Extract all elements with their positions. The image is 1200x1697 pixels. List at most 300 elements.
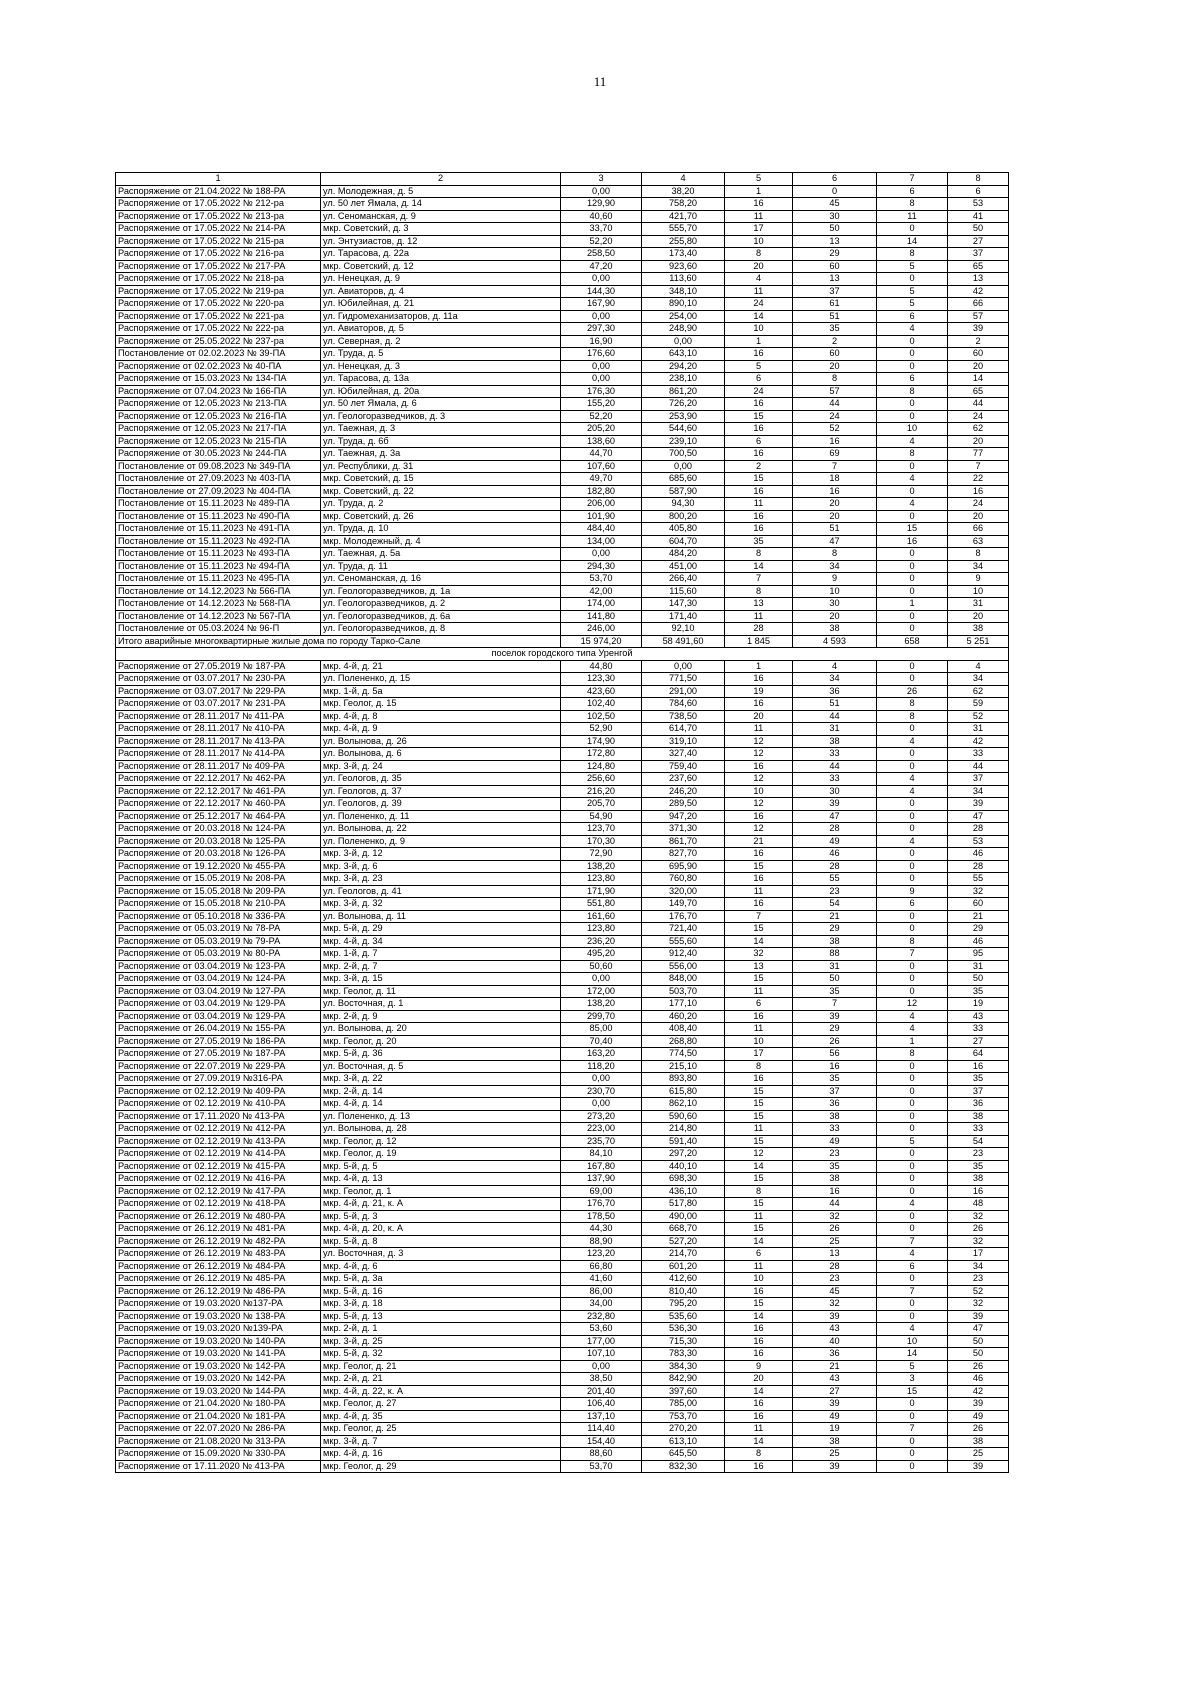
table-row: [116, 460, 1009, 473]
document-cell: Распоряжение от 02.02.2023 № 40-ПА: [116, 360, 321, 373]
value-cell: 33: [793, 773, 877, 786]
table-row: [116, 1160, 1009, 1173]
document-cell: Распоряжение от 17.11.2020 № 413-РА: [116, 1110, 321, 1123]
value-cell: 20: [793, 360, 877, 373]
document-cell: Постановление от 15.11.2023 № 493-ПА: [116, 548, 321, 561]
value-cell: 69: [793, 448, 877, 461]
document-cell: Постановление от 27.09.2023 № 403-ПА: [116, 473, 321, 486]
table-row: [116, 1360, 1009, 1373]
value-cell: 134,00: [561, 535, 642, 548]
address-cell: мкр. 5-й, д. 36: [321, 1048, 561, 1061]
value-cell: 176,60: [561, 348, 642, 361]
address-cell: мкр. 5-й, д. 32: [321, 1348, 561, 1361]
address-cell: ул. Таежная, д. 3а: [321, 448, 561, 461]
address-cell: мкр. Геолог, д. 11: [321, 985, 561, 998]
table-row: [116, 1285, 1009, 1298]
address-cell: ул. Волынова, д. 26: [321, 735, 561, 748]
value-cell: 14: [725, 310, 793, 323]
value-cell: 16: [725, 673, 793, 686]
value-cell: 291,00: [642, 685, 725, 698]
table-row: [116, 660, 1009, 673]
value-cell: 214,80: [642, 1123, 725, 1136]
value-cell: 698,30: [642, 1173, 725, 1186]
table-row: [116, 335, 1009, 348]
value-cell: 14: [877, 235, 948, 248]
document-cell: Постановление от 05.03.2024 № 96-П: [116, 623, 321, 636]
value-cell: 5: [877, 285, 948, 298]
table-row: [116, 210, 1009, 223]
address-cell: ул. Тарасова, д. 22а: [321, 248, 561, 261]
address-cell: мкр. Советский, д. 12: [321, 260, 561, 273]
table-row: [116, 1373, 1009, 1386]
document-cell: Распоряжение от 05.03.2019 № 78-РА: [116, 923, 321, 936]
value-cell: 38,50: [561, 1373, 642, 1386]
address-cell: мкр. 4-й, д. 14: [321, 1098, 561, 1111]
value-cell: 24: [948, 498, 1009, 511]
value-cell: 13: [793, 235, 877, 248]
address-cell: ул. Тарасова, д. 13а: [321, 373, 561, 386]
value-cell: 0,00: [561, 973, 642, 986]
value-cell: 0: [877, 973, 948, 986]
value-cell: 17: [948, 1248, 1009, 1261]
value-cell: 37: [948, 773, 1009, 786]
value-cell: 31: [793, 960, 877, 973]
document-cell: Распоряжение от 12.05.2023 № 215-ПА: [116, 435, 321, 448]
address-cell: ул. Геологоразведчиков, д. 2: [321, 598, 561, 611]
table-row: [116, 198, 1009, 211]
value-cell: 30: [793, 785, 877, 798]
value-cell: 8: [877, 935, 948, 948]
document-cell: Распоряжение от 02.12.2019 № 409-РА: [116, 1085, 321, 1098]
address-cell: мкр. 3-й, д. 12: [321, 848, 561, 861]
value-cell: 695,90: [642, 860, 725, 873]
address-cell: мкр. 5-й, д. 16: [321, 1285, 561, 1298]
value-cell: 216,20: [561, 785, 642, 798]
address-cell: мкр. 1-й, д. 7: [321, 948, 561, 961]
address-cell: мкр. Геолог, д. 12: [321, 1135, 561, 1148]
value-cell: 484,40: [561, 523, 642, 536]
table-row: [116, 448, 1009, 461]
value-cell: 4: [877, 323, 948, 336]
value-cell: 0: [877, 1410, 948, 1423]
document-cell: Распоряжение от 05.03.2019 № 79-РА: [116, 935, 321, 948]
table-row: [116, 1335, 1009, 1348]
value-cell: 24: [725, 385, 793, 398]
address-cell: ул. Полененко, д. 15: [321, 673, 561, 686]
value-cell: 8: [793, 373, 877, 386]
value-cell: 41,60: [561, 1273, 642, 1286]
value-cell: 39: [793, 1398, 877, 1411]
value-cell: 4: [793, 660, 877, 673]
value-cell: 14: [948, 373, 1009, 386]
value-cell: 0: [877, 1060, 948, 1073]
value-cell: 4: [877, 773, 948, 786]
table-row: [116, 1110, 1009, 1123]
document-cell: Постановление от 14.12.2023 № 568-ПА: [116, 598, 321, 611]
value-cell: 15: [725, 860, 793, 873]
address-cell: мкр. 4-й, д. 13: [321, 1173, 561, 1186]
document-cell: Распоряжение от 28.11.2017 № 413-РА: [116, 735, 321, 748]
value-cell: 495,20: [561, 948, 642, 961]
address-cell: мкр. 2-й, д. 21: [321, 1373, 561, 1386]
document-cell: Распоряжение от 22.12.2017 № 462-РА: [116, 773, 321, 786]
value-cell: 28: [793, 1260, 877, 1273]
document-cell: Распоряжение от 19.03.2020 № 144-РА: [116, 1385, 321, 1398]
value-cell: 795,20: [642, 1298, 725, 1311]
value-cell: 14: [725, 1385, 793, 1398]
value-cell: 1: [877, 1035, 948, 1048]
value-cell: 1: [725, 660, 793, 673]
value-cell: 8: [725, 585, 793, 598]
address-cell: мкр. 3-й, д. 15: [321, 973, 561, 986]
value-cell: 10: [725, 1273, 793, 1286]
document-cell: Распоряжение от 26.12.2019 № 482-РА: [116, 1235, 321, 1248]
value-cell: 273,20: [561, 1110, 642, 1123]
address-cell: мкр. Геолог, д. 21: [321, 1360, 561, 1373]
table-row: [116, 685, 1009, 698]
value-cell: 8: [948, 548, 1009, 561]
address-cell: мкр. Советский, д. 22: [321, 485, 561, 498]
value-cell: 106,40: [561, 1398, 642, 1411]
value-cell: 0,00: [561, 273, 642, 286]
address-cell: ул. Восточная, д. 1: [321, 998, 561, 1011]
value-cell: 147,30: [642, 598, 725, 611]
value-cell: 16: [725, 1073, 793, 1086]
value-cell: 13: [948, 273, 1009, 286]
value-cell: 23: [948, 1148, 1009, 1161]
value-cell: 32: [725, 948, 793, 961]
document-cell: Распоряжение от 17.05.2022 № 216-ра: [116, 248, 321, 261]
value-cell: 0: [877, 1210, 948, 1223]
value-cell: 4: [877, 785, 948, 798]
value-cell: 255,80: [642, 235, 725, 248]
table-row: [116, 373, 1009, 386]
address-cell: ул. Геологов, д. 37: [321, 785, 561, 798]
table-row: [116, 723, 1009, 736]
value-cell: 174,90: [561, 735, 642, 748]
table-row: [116, 185, 1009, 198]
value-cell: 16: [725, 510, 793, 523]
value-cell: 294,20: [642, 360, 725, 373]
value-cell: 8: [793, 548, 877, 561]
table-row: [116, 1310, 1009, 1323]
value-cell: 29: [948, 923, 1009, 936]
value-cell: 0,00: [561, 1098, 642, 1111]
value-cell: 40,60: [561, 210, 642, 223]
document-cell: Распоряжение от 02.12.2019 № 418-РА: [116, 1198, 321, 1211]
value-cell: 299,70: [561, 1010, 642, 1023]
value-cell: 246,00: [561, 623, 642, 636]
value-cell: 52,90: [561, 723, 642, 736]
value-cell: 53,70: [561, 573, 642, 586]
table-row: [116, 423, 1009, 436]
document-cell: Постановление от 15.11.2023 № 492-ПА: [116, 535, 321, 548]
value-cell: 102,40: [561, 698, 642, 711]
value-cell: 11: [877, 210, 948, 223]
section-title: поселок городского типа Уренгой: [116, 648, 1009, 661]
value-cell: 149,70: [642, 898, 725, 911]
value-cell: 861,70: [642, 835, 725, 848]
document-cell: Распоряжение от 17.05.2022 № 213-ра: [116, 210, 321, 223]
value-cell: 16: [725, 848, 793, 861]
document-cell: Распоряжение от 05.10.2018 № 336-РА: [116, 910, 321, 923]
page-number: 11: [593, 74, 607, 89]
value-cell: 49: [793, 1410, 877, 1423]
value-cell: 171,40: [642, 610, 725, 623]
value-cell: 16: [725, 1010, 793, 1023]
value-cell: 15: [877, 1385, 948, 1398]
value-cell: 38: [793, 735, 877, 748]
document-cell: Распоряжение от 17.05.2022 № 217-РА: [116, 260, 321, 273]
address-cell: ул. Труда, д. 2: [321, 498, 561, 511]
value-cell: 115,60: [642, 585, 725, 598]
table-row: [116, 710, 1009, 723]
value-cell: 36: [793, 1348, 877, 1361]
value-cell: 6: [877, 898, 948, 911]
address-cell: мкр. 3-й, д. 7: [321, 1435, 561, 1448]
value-cell: 38: [793, 935, 877, 948]
value-cell: 320,00: [642, 885, 725, 898]
value-cell: 1: [725, 335, 793, 348]
document-cell: Распоряжение от 17.05.2022 № 214-РА: [116, 223, 321, 236]
document-cell: Распоряжение от 07.04.2023 № 166-ПА: [116, 385, 321, 398]
value-cell: 668,70: [642, 1223, 725, 1236]
column-header: 7: [877, 173, 948, 186]
value-cell: 123,20: [561, 1248, 642, 1261]
value-cell: 56: [793, 1048, 877, 1061]
value-cell: 53: [948, 198, 1009, 211]
value-cell: 50: [948, 1348, 1009, 1361]
value-cell: 4: [877, 735, 948, 748]
value-cell: 15: [725, 1135, 793, 1148]
value-cell: 38: [793, 1173, 877, 1186]
value-cell: 238,10: [642, 373, 725, 386]
value-cell: 759,40: [642, 760, 725, 773]
value-cell: 21: [793, 1360, 877, 1373]
value-cell: 170,30: [561, 835, 642, 848]
document-cell: Распоряжение от 03.04.2019 № 124-РА: [116, 973, 321, 986]
value-cell: 405,80: [642, 523, 725, 536]
table-row: [116, 910, 1009, 923]
value-cell: 34: [793, 673, 877, 686]
document-cell: Распоряжение от 27.05.2019 № 186-РА: [116, 1035, 321, 1048]
value-cell: 11: [725, 985, 793, 998]
value-cell: 0: [877, 1185, 948, 1198]
value-cell: 69,00: [561, 1185, 642, 1198]
value-cell: 53,70: [561, 1460, 642, 1473]
document-cell: Распоряжение от 25.12.2017 № 464-РА: [116, 810, 321, 823]
address-cell: ул. Юбилейная, д. 21: [321, 298, 561, 311]
table-row: [116, 360, 1009, 373]
value-cell: 15: [725, 1223, 793, 1236]
value-cell: 0: [877, 860, 948, 873]
document-cell: Распоряжение от 02.12.2019 № 415-РА: [116, 1160, 321, 1173]
document-cell: Распоряжение от 19.12.2020 № 455-РА: [116, 860, 321, 873]
value-cell: 113,60: [642, 273, 725, 286]
table-row: [116, 260, 1009, 273]
value-cell: 15: [725, 410, 793, 423]
value-cell: 4: [877, 473, 948, 486]
value-cell: 0: [877, 673, 948, 686]
value-cell: 29: [793, 248, 877, 261]
table-row: [116, 823, 1009, 836]
document-cell: Распоряжение от 02.12.2019 № 410-РА: [116, 1098, 321, 1111]
value-cell: 20: [793, 498, 877, 511]
address-cell: ул. 50 лет Ямала, д. 6: [321, 398, 561, 411]
table-row: [116, 610, 1009, 623]
table-row: [116, 1098, 1009, 1111]
value-cell: 12: [725, 735, 793, 748]
address-cell: ул. Геологоразведчиков, д. 8: [321, 623, 561, 636]
value-cell: 11: [725, 285, 793, 298]
value-cell: 12: [725, 773, 793, 786]
document-cell: Распоряжение от 19.03.2020 № 142-РА: [116, 1360, 321, 1373]
value-cell: 26: [948, 1223, 1009, 1236]
value-cell: 47: [948, 810, 1009, 823]
table-row: [116, 398, 1009, 411]
value-cell: 893,80: [642, 1073, 725, 1086]
value-cell: 0: [877, 1160, 948, 1173]
table-row: [116, 860, 1009, 873]
value-cell: 0: [877, 910, 948, 923]
document-cell: Распоряжение от 15.05.2018 № 210-РА: [116, 898, 321, 911]
value-cell: 26: [948, 1360, 1009, 1373]
value-cell: 10: [725, 235, 793, 248]
address-cell: мкр. 1-й, д. 5а: [321, 685, 561, 698]
value-cell: 49: [793, 1135, 877, 1148]
value-cell: 12: [877, 998, 948, 1011]
address-cell: ул. Таежная, д. 3: [321, 423, 561, 436]
table-row: [116, 348, 1009, 361]
value-cell: 239,10: [642, 435, 725, 448]
value-cell: 38: [948, 1435, 1009, 1448]
value-cell: 65: [948, 260, 1009, 273]
value-cell: 0: [877, 1110, 948, 1123]
value-cell: 0,00: [642, 460, 725, 473]
table-row: [116, 410, 1009, 423]
value-cell: 16: [725, 398, 793, 411]
value-cell: 16: [725, 523, 793, 536]
value-cell: 4: [877, 498, 948, 511]
value-cell: 95: [948, 948, 1009, 961]
value-cell: 60: [793, 348, 877, 361]
value-cell: 0: [877, 1273, 948, 1286]
address-cell: ул. Восточная, д. 3: [321, 1248, 561, 1261]
value-cell: 33: [793, 748, 877, 761]
value-cell: 49: [948, 1410, 1009, 1423]
value-cell: 460,20: [642, 1010, 725, 1023]
document-cell: Распоряжение от 12.05.2023 № 217-ПА: [116, 423, 321, 436]
emergency-housing-table: [115, 172, 1009, 1473]
value-cell: 536,30: [642, 1323, 725, 1336]
value-cell: 35: [948, 985, 1009, 998]
document-cell: Распоряжение от 21.04.2022 № 188-РА: [116, 185, 321, 198]
value-cell: 13: [793, 273, 877, 286]
value-cell: 137,90: [561, 1173, 642, 1186]
value-cell: 6: [725, 998, 793, 1011]
value-cell: 6: [725, 373, 793, 386]
document-cell: Распоряжение от 15.05.2019 № 208-РА: [116, 873, 321, 886]
value-cell: 8: [725, 248, 793, 261]
document-cell: Распоряжение от 15.05.2018 № 209-РА: [116, 885, 321, 898]
value-cell: 57: [793, 385, 877, 398]
value-cell: 61: [793, 298, 877, 311]
address-cell: ул. Волынова, д. 22: [321, 823, 561, 836]
value-cell: 16: [725, 810, 793, 823]
value-cell: 10: [725, 1035, 793, 1048]
value-cell: 167,80: [561, 1160, 642, 1173]
value-cell: 35: [793, 323, 877, 336]
value-cell: 0,00: [561, 1360, 642, 1373]
table-row: [116, 1260, 1009, 1273]
value-cell: 0: [877, 510, 948, 523]
value-cell: 21: [725, 835, 793, 848]
address-cell: мкр. 4-й, д. 20, к. А: [321, 1223, 561, 1236]
value-cell: 861,20: [642, 385, 725, 398]
document-cell: Распоряжение от 12.05.2023 № 216-ПА: [116, 410, 321, 423]
value-cell: 16: [725, 898, 793, 911]
document-cell: Распоряжение от 17.05.2022 № 219-ра: [116, 285, 321, 298]
value-cell: 5: [877, 260, 948, 273]
value-cell: 7: [877, 1423, 948, 1436]
value-cell: 38,20: [642, 185, 725, 198]
value-cell: 923,60: [642, 260, 725, 273]
column-header: 2: [321, 173, 561, 186]
table-row: [116, 623, 1009, 636]
value-cell: 35: [725, 535, 793, 548]
value-cell: 555,70: [642, 223, 725, 236]
value-cell: 832,30: [642, 1460, 725, 1473]
value-cell: 700,50: [642, 448, 725, 461]
value-cell: 47: [948, 1323, 1009, 1336]
value-cell: 16: [948, 485, 1009, 498]
value-cell: 15: [725, 473, 793, 486]
address-cell: мкр. 5-й, д. 5: [321, 1160, 561, 1173]
total-value: 15 974,20: [561, 635, 642, 648]
total-value: 5 251: [948, 635, 1009, 648]
value-cell: 214,70: [642, 1248, 725, 1261]
value-cell: 6: [877, 1260, 948, 1273]
table-row: [116, 1398, 1009, 1411]
value-cell: 32: [948, 885, 1009, 898]
table-row: [116, 810, 1009, 823]
value-cell: 517,80: [642, 1198, 725, 1211]
value-cell: 25: [948, 1448, 1009, 1461]
value-cell: 0: [877, 1435, 948, 1448]
document-cell: Распоряжение от 20.03.2018 № 124-РА: [116, 823, 321, 836]
value-cell: 848,00: [642, 973, 725, 986]
document-cell: Распоряжение от 03.07.2017 № 230-РА: [116, 673, 321, 686]
address-cell: мкр. 2-й, д. 1: [321, 1323, 561, 1336]
value-cell: 232,80: [561, 1310, 642, 1323]
value-cell: 50: [948, 223, 1009, 236]
document-cell: Распоряжение от 22.12.2017 № 460-РА: [116, 798, 321, 811]
column-number-row: [116, 173, 1009, 186]
column-header: 1: [116, 173, 321, 186]
value-cell: 33: [793, 1123, 877, 1136]
table-row: [116, 598, 1009, 611]
address-cell: ул. Гидромеханизаторов, д. 11а: [321, 310, 561, 323]
table-row: [116, 1235, 1009, 1248]
value-cell: 16: [725, 1323, 793, 1336]
value-cell: 16: [877, 535, 948, 548]
address-cell: ул. Республики, д. 31: [321, 460, 561, 473]
value-cell: 6: [877, 185, 948, 198]
document-cell: Распоряжение от 03.07.2017 № 231-РА: [116, 698, 321, 711]
value-cell: 28: [793, 860, 877, 873]
value-cell: 2: [948, 335, 1009, 348]
value-cell: 4: [877, 1198, 948, 1211]
